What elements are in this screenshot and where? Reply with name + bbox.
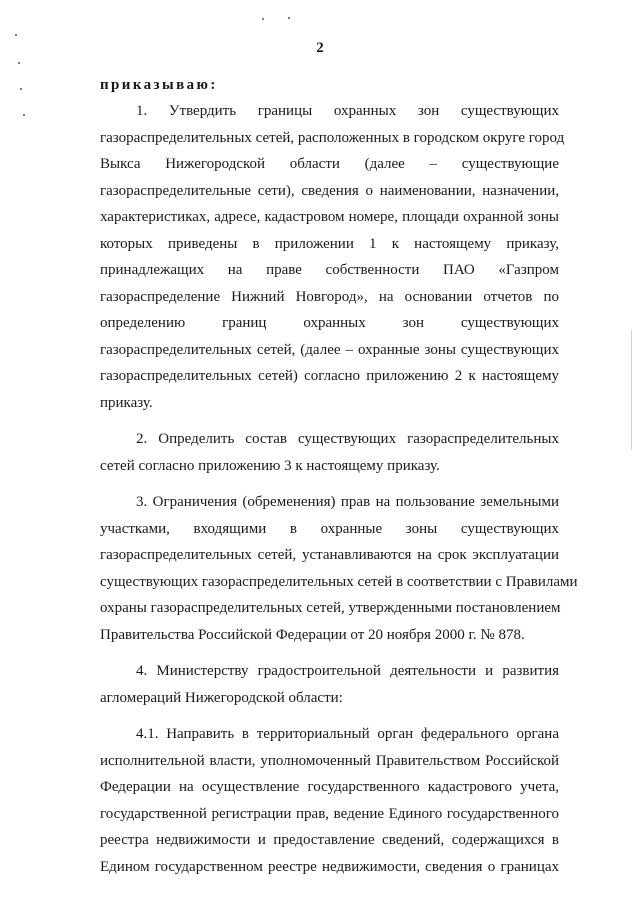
text-line: определению границ охранных зон существующих [100, 315, 559, 331]
text-line: 1. Утвердить границы охранных зон существующих [136, 103, 559, 119]
paragraph-4-1 [100, 721, 559, 880]
text-line: Едином государственном реестре недвижимости, сведения о границах [100, 858, 559, 875]
scan-speck [23, 114, 25, 116]
text-line: 3. Ограничения (обременения) прав на пользование земельными [136, 494, 559, 510]
text-line: исполнительной власти, уполномоченный Правительством Российской [100, 752, 559, 769]
text-line: агломераций Нижегородской области: [100, 689, 343, 706]
text-line: которых приведены в приложении 1 к настоящему приказу, [100, 235, 559, 252]
text-line: 4. Министерству градостроительной деятельности и развития [136, 663, 559, 679]
text-line: Правительства Российской Федерации от 20 ноября 2000 г. № 878. [100, 626, 525, 643]
text-line: государственной регистрации прав, ведение Единого государственного [100, 805, 559, 822]
text-line: Федерации на осуществление государственного кадастрового учета, [100, 779, 559, 795]
text-line: газораспределительных сетей, (далее – охранные зоны существующих [100, 341, 559, 358]
text-line: 4.1. Направить в территориальный орган федерального органа [136, 726, 559, 742]
document-body [100, 98, 578, 890]
text-line: сетей согласно приложению 3 к настоящему приказу. [100, 457, 440, 474]
paragraph-4 [100, 658, 559, 711]
scan-speck [262, 18, 264, 20]
paragraph-1 [100, 98, 565, 416]
paragraph-2 [100, 426, 559, 479]
page-number: 2 [316, 40, 324, 56]
text-line: газораспределительных сетей, устанавливаются на срок эксплуатации [100, 547, 559, 563]
scan-edge-line [631, 330, 632, 450]
text-line: газораспределение Нижний Новгород», на основании отчетов по [100, 288, 559, 305]
text-line: характеристиках, адресе, кадастровом номере, площади охранной зоны [100, 209, 559, 225]
scan-speck [20, 88, 22, 90]
text-line: газораспределительных сетей) согласно приложению 2 к настоящему [100, 368, 559, 384]
text-line: реестра недвижимости и предоставление сведений, содержащихся в [100, 832, 559, 848]
text-line: 2. Определить состав существующих газораспределительных [136, 431, 559, 447]
text-line: принадлежащих на праве собственности ПАО «Газпром [100, 262, 559, 278]
text-line: участками, входящими в охранные зоны существующих [100, 520, 559, 537]
text-line: газораспределительных сетей, расположенных в городском округе город [100, 129, 565, 146]
scan-speck [18, 62, 20, 64]
text-line: газораспределительные сети), сведения о наименовании, назначении, [100, 182, 559, 199]
text-line: Выкса Нижегородской области (далее – существующие [100, 156, 559, 172]
text-line: существующих газораспределительных сетей в соответствии с Правилами [100, 573, 578, 590]
order-heading: приказываю: [100, 77, 218, 93]
scan-speck [15, 34, 17, 36]
paragraph-3 [100, 489, 578, 648]
text-line: охраны газораспределительных сетей, утвержденными постановлением [100, 600, 561, 616]
text-line: приказу. [100, 394, 153, 411]
scan-speck [288, 17, 290, 19]
